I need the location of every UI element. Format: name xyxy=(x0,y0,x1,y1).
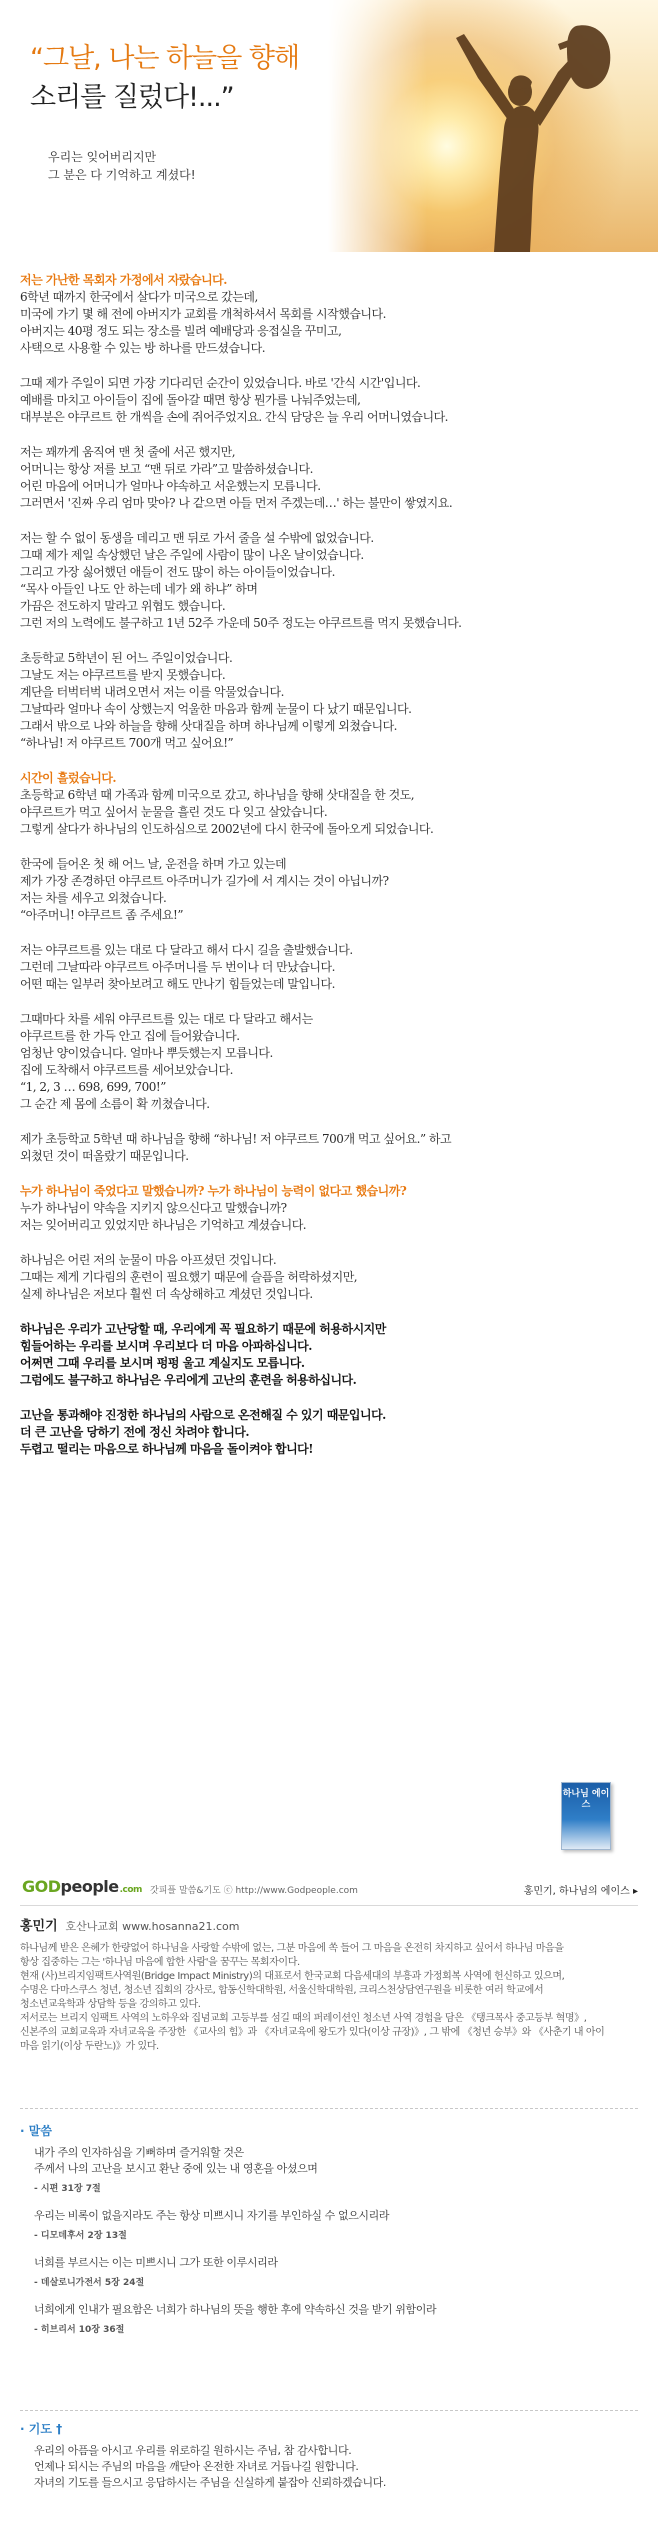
paragraph-9 xyxy=(20,1011,638,1113)
text-line: 그날도 저는 야쿠르트를 받지 못했습니다. xyxy=(20,668,226,682)
bio-line: 저서로는 브리지 임팩트 사역의 노하우와 집념교회 고등부를 섬길 때의 퍼레이션인 청소년 사역 경험을 담은 《탱크목사 중고등부 혁명》, xyxy=(20,2013,587,2024)
text-line: 집에 도착해서 야쿠르트를 세어보았습니다. xyxy=(20,1063,233,1077)
verse-text xyxy=(34,2145,638,2177)
text-line: 그런 저의 노력에도 불구하고 1년 52주 가운데 50주 정도는 야쿠르트를 먹지 못했습니다. xyxy=(20,616,462,630)
text-line: 그때 제가 제일 속상했던 날은 주일에 사람이 많이 나온 날이었습니다. xyxy=(20,548,364,562)
prayer-text xyxy=(34,2443,638,2491)
text-line: 저는 잊어버리고 있었지만 하나님은 기억하고 계셨습니다. xyxy=(20,1218,307,1232)
hero-subtitle-line2: 그 분은 다 기억하고 계셨다! xyxy=(48,168,196,182)
text-line: 저는 야쿠르트를 있는 대로 다 달라고 해서 다시 길을 출발했습니다. xyxy=(20,943,353,957)
verses-section xyxy=(20,2122,638,2335)
text-line: 대부분은 야쿠르트 한 개씩을 손에 쥐어주었지요. 간식 담당은 늘 우리 어머니였습니다. xyxy=(20,410,448,424)
text-line: 초등학교 5학년이 된 어느 주일이었습니다. xyxy=(20,651,233,665)
text-line: 어떤 때는 일부러 찾아보려고 해도 만나기 힘들었는데 말입니다. xyxy=(20,977,335,991)
verse-line: 주께서 나의 고난을 보시고 환난 중에 있는 내 영혼을 아셨으며 xyxy=(34,2162,318,2175)
paragraph-4 xyxy=(20,530,638,632)
bio-line: 하나님께 받은 은혜가 한량없어 하나님을 사랑할 수밖에 없는, 그분 마음에 쏙 들어 그 마음을 온전히 차지하고 싶어서 하나님 마음을 xyxy=(20,1943,564,1954)
prayer-section xyxy=(20,2420,638,2491)
text-line: 야쿠르트를 한 가득 안고 집에 들어왔습니다. xyxy=(20,1029,240,1043)
hero-title-line2: 소리를 질렀다!...” xyxy=(30,82,234,113)
text-line: 저는 차를 세우고 외쳤습니다. xyxy=(20,891,167,905)
logo-people: people xyxy=(60,1877,119,1896)
verse-line: 너희에게 인내가 필요함은 너희가 하나님의 뜻을 행한 후에 약속하신 것을 받기 위함이라 xyxy=(34,2303,437,2316)
text-line: 그날따라 얼마나 속이 상했는지 억울한 마음과 함께 눈물이 다 났기 때문입니다. xyxy=(20,702,412,716)
text-line: 어쩌면 그때 우리를 보시며 펑펑 울고 계실지도 모릅니다. xyxy=(20,1356,305,1370)
text-line: 그럼에도 불구하고 하나님은 우리에게 고난의 훈련을 허용하십니다. xyxy=(20,1373,357,1387)
text-line: 하나님은 어린 저의 눈물이 마음 아프셨던 것입니다. xyxy=(20,1253,277,1267)
text-line: 하나님은 우리가 고난당할 때, 우리에게 꼭 필요하기 때문에 허용하시지만 xyxy=(20,1322,386,1336)
bio-line: 항상 집중하는 그는 '하나님 마음에 합한 사람'을 꿈꾸는 목회자이다. xyxy=(20,1957,300,1968)
text-line: 예배를 마치고 아이들이 집에 돌아갈 때면 항상 뭔가를 나눠주었는데, xyxy=(20,393,361,407)
verse-text xyxy=(34,2208,638,2224)
bio-line: 수명은 다마스쿠스 청년, 청소년 집회의 강사로, 합동신학대학원, 서울신학대학원, 크리스천상담연구원을 비롯한 여러 학교에서 xyxy=(20,1985,544,1996)
paragraph-11 xyxy=(20,1183,638,1234)
author-affiliation: 호산나교회 www.hosanna21.com xyxy=(65,1920,240,1933)
text-line: 한국에 들어온 첫 해 어느 날, 운전을 하며 가고 있는데 xyxy=(20,857,287,871)
paragraph-3 xyxy=(20,444,638,512)
verses-title: · 말씀 xyxy=(20,2124,52,2138)
text-line: 초등학교 6학년 때 가족과 함께 미국으로 갔고, 하나님을 향해 삿대질을 한 것도, xyxy=(20,788,415,802)
paragraph-2 xyxy=(20,375,638,426)
text-line: 그때마다 차를 세워 야쿠르트를 있는 대로 다 달라고 해서는 xyxy=(20,1012,313,1026)
text-line: 외쳤던 것이 떠올랐기 때문입니다. xyxy=(20,1149,189,1163)
prayer-line: 자녀의 기도를 들으시고 응답하시는 주님을 신실하게 붙잡아 신뢰하겠습니다. xyxy=(34,2476,387,2489)
article-heading-1: 저는 가난한 목회자 가정에서 자랐습니다. xyxy=(20,273,227,287)
man-with-backpack-silhouette-image xyxy=(408,8,628,252)
text-line: 아버지는 40평 정도 되는 장소를 빌려 예배당과 응접실을 꾸미고, xyxy=(20,324,342,338)
verse-line: 내가 주의 인자하심을 기뻐하며 즐거워할 것은 xyxy=(34,2146,244,2159)
paragraph-14 xyxy=(20,1407,638,1458)
book-cover-image[interactable] xyxy=(561,1782,611,1850)
hero-title xyxy=(30,40,299,118)
text-line: 어머니는 항상 저를 보고 “맨 뒤로 가라”고 말씀하셨습니다. xyxy=(20,462,313,476)
book-promo[interactable] xyxy=(540,1782,632,1850)
text-line: 그 순간 제 몸에 소름이 확 끼쳤습니다. xyxy=(20,1097,210,1111)
verse-item xyxy=(20,2302,638,2335)
text-line: 고난을 통과해야 진정한 하나님의 사람으로 온전해질 수 있기 때문입니다. xyxy=(20,1408,386,1422)
text-line: 미국에 가기 몇 해 전에 아버지가 교회를 개척하셔서 목회를 시작했습니다. xyxy=(20,307,386,321)
text-line: 그때 제가 주일이 되면 가장 기다리던 순간이 있었습니다. 바로 '간식 시간'입니다. xyxy=(20,376,421,390)
verse-line: 우리는 비록이 없을지라도 주는 항상 미쁘시니 자기를 부인하실 수 없으시리라 xyxy=(34,2209,390,2222)
paragraph-8 xyxy=(20,942,638,993)
text-line: 그러면서 '진짜 우리 엄마 맞아? 나 같으면 아들 먼저 주겠는데…' 하는 불만이 쌓였지요. xyxy=(20,496,453,510)
verse-item xyxy=(20,2255,638,2288)
divider xyxy=(20,2410,638,2411)
article-heading-2: 시간이 흘렀습니다. xyxy=(20,771,117,785)
bio-line: 신본주의 교회교육과 자녀교육을 주장한 《교사의 힘》과 《자녀교육에 왕도가 있다(이상 규장)》, 그 밖에 《청년 승부》와 《사춘기 내 아이 xyxy=(20,2027,605,2038)
text-line: 어린 마음에 어머니가 얼마나 야속하고 서운했는지 모릅니다. xyxy=(20,479,321,493)
hero-title-line1: “그날, 나는 하늘을 향해 xyxy=(30,43,300,74)
text-line: 계단을 터벅터벅 내려오면서 저는 이를 악물었습니다. xyxy=(20,685,284,699)
author-bio xyxy=(20,1942,638,2054)
paragraph-7 xyxy=(20,856,638,924)
paragraph-13 xyxy=(20,1321,638,1389)
verse-reference: - 데살로니가전서 5장 24절 xyxy=(34,2278,145,2288)
text-line: “목사 아들인 나도 안 하는데 네가 왜 하냐” 하며 xyxy=(20,582,258,596)
divider xyxy=(20,2108,638,2109)
text-line: 힘들어하는 우리를 보시며 우리보다 더 마음 아파하십니다. xyxy=(20,1339,312,1353)
text-line: 제가 가장 존경하던 야쿠르트 아주머니가 길가에 서 계시는 것이 아닙니까? xyxy=(20,874,389,888)
author-header xyxy=(20,1915,638,1934)
verse-reference: - 디모데후서 2장 13절 xyxy=(34,2231,127,2241)
verse-item xyxy=(20,2208,638,2241)
closing-block xyxy=(20,1407,638,1458)
verse-line: 너희를 부르시는 이는 미쁘시니 그가 또한 이루시리라 xyxy=(34,2256,278,2269)
book-link[interactable]: 홍민기, 하나님의 에이스 ▸ xyxy=(523,1886,638,1897)
article-heading-3: 누가 하나님이 죽었다고 말했습니까? 누가 하나님이 능력이 없다고 했습니까? xyxy=(20,1184,407,1198)
text-line: “1, 2, 3 … 698, 699, 700!” xyxy=(20,1080,166,1094)
text-line: 그때는 제게 기다림의 훈련이 필요했기 때문에 슬픔을 허락하셨지만, xyxy=(20,1270,358,1284)
prayer-title: · 기도 † xyxy=(20,2422,63,2436)
text-line: 더 큰 고난을 당하기 전에 정신 차려야 합니다. xyxy=(20,1425,250,1439)
text-line: 누가 하나님이 약속을 지키지 않으신다고 말했습니까? xyxy=(20,1201,287,1215)
hero-banner xyxy=(0,0,658,252)
article-body xyxy=(0,252,658,1458)
paragraph-6 xyxy=(20,770,638,838)
text-line: 6학년 때까지 한국에서 살다가 미국으로 갔는데, xyxy=(20,290,258,304)
paragraph-12 xyxy=(20,1252,638,1303)
text-line: 저는 꽤까게 움직여 맨 첫 줄에 서곤 했지만, xyxy=(20,445,236,459)
bio-line: 마음 읽기(이상 두란노)》가 있다. xyxy=(20,2041,159,2052)
text-line: 그리고 가장 싫어했던 애들이 전도 많이 하는 아이들이었습니다. xyxy=(20,565,335,579)
paragraph-10 xyxy=(20,1131,638,1165)
bio-line: 청소년교육학과 상담학 등을 강의하고 있다. xyxy=(20,1999,201,2010)
paragraph-5 xyxy=(20,650,638,752)
text-line: 그런데 그날따라 야쿠르트 아주머니를 두 번이나 더 만났습니다. xyxy=(20,960,335,974)
text-line: 엄청난 양이었습니다. 얼마나 뿌듯했는지 모릅니다. xyxy=(20,1046,273,1060)
text-line: 사택으로 사용할 수 있는 방 하나를 만드셨습니다. xyxy=(20,341,266,355)
verse-reference: - 히브리서 10장 36절 xyxy=(34,2325,125,2335)
text-line: 저는 할 수 없이 동생을 데리고 맨 뒤로 가서 줄을 설 수밖에 없었습니다. xyxy=(20,531,374,545)
copyright-link[interactable]: 갓피플 말씀&기도 ⓒ http://www.Godpeople.com xyxy=(150,1886,358,1896)
godpeople-logo[interactable] xyxy=(22,1877,142,1896)
text-line: 실제 하나님은 저보다 훨씬 더 속상해하고 계셨던 것입니다. xyxy=(20,1287,313,1301)
source-bar xyxy=(20,1871,638,1906)
verse-text xyxy=(34,2302,638,2318)
verse-text xyxy=(34,2255,638,2271)
text-line: 야쿠르트가 먹고 싶어서 눈물을 흘린 것도 다 잊고 살았습니다. xyxy=(20,805,328,819)
prayer-line: 우리의 아픔을 아시고 우리를 위로하길 원하시는 주님, 참 감사합니다. xyxy=(34,2444,352,2457)
paragraph-1 xyxy=(20,272,638,357)
author-section xyxy=(20,1915,638,2054)
book-cover-title: 하나님 에이스 xyxy=(562,1789,610,1810)
logo-god: GOD xyxy=(22,1877,61,1896)
text-line: “아주머니! 야쿠르트 좀 주세요!” xyxy=(20,908,183,922)
hero-subtitle xyxy=(48,148,196,184)
verse-item xyxy=(20,2145,638,2194)
text-line: 그렇게 살다가 하나님의 인도하심으로 2002년에 다시 한국에 돌아오게 되었습니다. xyxy=(20,822,434,836)
hero-subtitle-line1: 우리는 잊어버리지만 xyxy=(48,150,157,164)
text-line: “하나님! 저 야쿠르트 700개 먹고 싶어요!” xyxy=(20,736,234,750)
verse-reference: - 시편 31장 7절 xyxy=(34,2184,101,2194)
text-line: 가끔은 전도하지 말라고 위협도 했습니다. xyxy=(20,599,226,613)
text-line: 두렵고 떨리는 마음으로 하나님께 마음을 돌이켜야 합니다! xyxy=(20,1442,314,1456)
author-name: 홍민기 xyxy=(20,1919,58,1934)
logo-domain: .com xyxy=(119,1885,142,1895)
text-line: 제가 초등학교 5학년 때 하나님을 향해 “하나님! 저 야쿠르트 700개 먹고 싶어요.” 하고 xyxy=(20,1132,452,1146)
text-line: 그래서 밖으로 나와 하늘을 향해 삿대질을 하며 하나님께 이렇게 외쳤습니다. xyxy=(20,719,397,733)
prayer-line: 언제나 되시는 주님의 마음을 깨닫아 온전한 자녀로 거듭나길 원합니다. xyxy=(34,2460,359,2473)
bio-line: 현재 (사)브리지임팩트사역원(Bridge Impact Ministry)의 대표로서 한국교회 다음세대의 부흥과 가정회복 사역에 헌신하고 있으며, xyxy=(20,1971,565,1982)
